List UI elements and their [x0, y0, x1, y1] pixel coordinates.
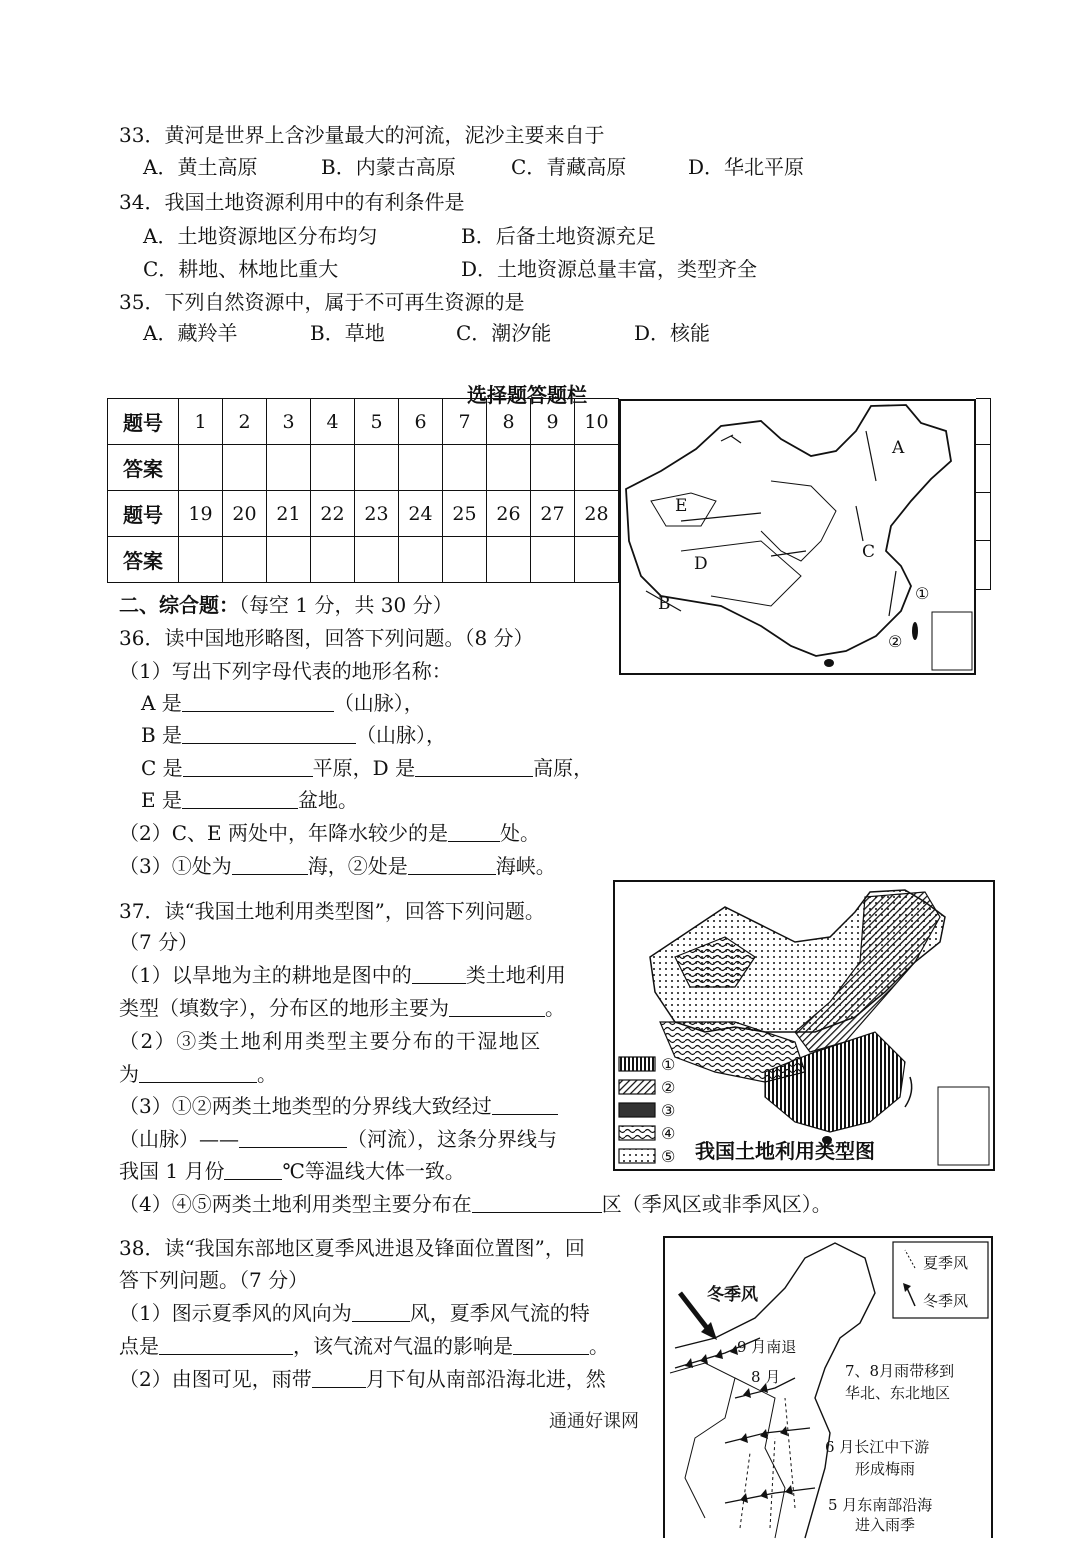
q38-p1e: 。 — [589, 1334, 609, 1358]
q37-p2-blank[interactable] — [139, 1062, 257, 1083]
q34-option-d: D．土地资源总量丰富，类型齐全 — [461, 257, 758, 281]
q36-b-label: B 是 — [141, 723, 183, 747]
answer-cell[interactable] — [487, 445, 531, 491]
answer-cell[interactable] — [311, 537, 355, 583]
num-cell: 21 — [267, 491, 311, 537]
q36-cd-line — [141, 755, 593, 781]
q38-p1-line2 — [119, 1333, 609, 1359]
q38-p2-line1 — [119, 1366, 606, 1392]
q36-d-blank[interactable] — [415, 756, 533, 777]
q38-stem-line2: 答下列问题。（7 分） — [119, 1268, 309, 1292]
num-cell: 4 — [311, 399, 355, 445]
num-cell: 7 — [443, 399, 487, 445]
q36-a-label: A 是 — [141, 691, 182, 715]
jun-label: 6 月长江中下游 — [825, 1438, 930, 1456]
land-use-map — [613, 880, 995, 1171]
num-cell: 3 — [267, 399, 311, 445]
q36-b-line — [141, 722, 446, 748]
legend-5: ⑤ — [661, 1147, 676, 1166]
q36-p3-post: 海峡。 — [495, 854, 556, 878]
q35-option-b: B．草地 — [310, 321, 385, 345]
q37-p3-line1 — [119, 1093, 558, 1119]
q33-stem: 33．黄河是世界上含沙量最大的河流，泥沙主要来自于 — [119, 123, 605, 147]
q36-a-hint: （山脉）， — [333, 691, 424, 715]
q37-p3b: （山脉）—— — [119, 1127, 239, 1151]
num-cell: 20 — [223, 491, 267, 537]
sep-retreat-label: 9 月南退 — [737, 1338, 797, 1356]
q35-option-d: D．核能 — [634, 321, 711, 345]
q37-p1-line1 — [119, 962, 566, 988]
num-cell: 8 — [487, 399, 531, 445]
q34-stem: 34．我国土地资源利用中的有利条件是 — [119, 190, 465, 214]
q37-p1-line2 — [119, 995, 565, 1021]
q37-p4b: 区（季风区或非季风区）。 — [601, 1192, 832, 1216]
legend-4: ④ — [661, 1124, 676, 1143]
q37-p2-line1: （2）③类土地利用类型主要分布的干湿地区 — [119, 1029, 542, 1053]
table-edge — [976, 398, 991, 590]
table-edge-line — [976, 444, 990, 445]
q35-option-a: A．藏羚羊 — [143, 321, 238, 345]
q38-p1-blank3[interactable] — [513, 1334, 589, 1355]
table-edge-line — [976, 540, 990, 541]
jul-aug-label: 7、8月雨带移到 — [845, 1362, 955, 1380]
answer-cell[interactable] — [267, 445, 311, 491]
q37-p2c: 。 — [257, 1062, 277, 1086]
legend-1: ① — [661, 1055, 676, 1074]
q37-p3-blank1[interactable] — [492, 1094, 558, 1115]
num-cell: 28 — [575, 491, 619, 537]
q37-p1c: 类型（填数字），分布区的地形主要为 — [119, 996, 449, 1020]
answer-cell[interactable] — [531, 445, 575, 491]
answer-cell[interactable] — [443, 537, 487, 583]
q36-p2 — [119, 820, 540, 846]
q38-p2-blank[interactable] — [312, 1367, 366, 1388]
answer-cell[interactable] — [575, 537, 619, 583]
q38-p2a: （2）由图可见，雨带 — [119, 1367, 312, 1391]
q38-p1d: ，该气流对气温的影响是 — [293, 1334, 513, 1358]
monsoon-map — [663, 1236, 993, 1538]
q37-p3-blank3[interactable] — [224, 1159, 282, 1180]
q34-option-c: C．耕地、林地比重大 — [143, 257, 339, 281]
q37-p3e: ℃等温线大体一致。 — [282, 1159, 465, 1183]
map-label-e: E — [675, 496, 688, 516]
legend-summer-label: 夏季风 — [923, 1254, 969, 1272]
q37-p3d: 我国 1 月份 — [119, 1159, 225, 1183]
q36-p3-pre: （3）①处为 — [119, 854, 232, 878]
q37-p1-blank1[interactable] — [412, 963, 466, 984]
num-cell: 5 — [355, 399, 399, 445]
q33-option-d: D．华北平原 — [688, 155, 805, 179]
q38-p1b: 风，夏季风气流的特 — [409, 1301, 590, 1325]
row-header-ans: 答案 — [108, 445, 179, 491]
num-cell: 26 — [487, 491, 531, 537]
q36-c-blank[interactable] — [183, 756, 313, 777]
q37-p3c: （河流），这条分界线与 — [347, 1127, 557, 1151]
num-cell: 2 — [223, 399, 267, 445]
q36-d-suffix: 高原， — [533, 756, 594, 780]
num-cell: 23 — [355, 491, 399, 537]
answer-cell[interactable] — [575, 445, 619, 491]
q33-option-a: A．黄土高原 — [143, 155, 258, 179]
q37-p3a: （3）①②两类土地类型的分界线大致经过 — [119, 1094, 492, 1118]
q37-p3-blank2[interactable] — [239, 1127, 347, 1148]
q37-p2-line2 — [119, 1061, 277, 1087]
answer-cell[interactable] — [267, 537, 311, 583]
row-header-num: 题号 — [108, 491, 179, 537]
q36-p1: （1）写出下列字母代表的地形名称： — [119, 659, 452, 683]
q37-stem: 37．读“我国土地利用类型图”，回答下列问题。 — [119, 899, 545, 923]
table-edge-line — [976, 492, 990, 493]
q36-e-label: E 是 — [141, 788, 182, 812]
answer-table-title: 选择题答题栏 — [467, 383, 587, 407]
q36-c-label: C 是 — [141, 756, 183, 780]
section2-heading — [119, 592, 453, 618]
q38-p2b: 月下旬从南部沿海北进，然 — [365, 1367, 606, 1391]
q35-option-c: C．潮汐能 — [456, 321, 552, 345]
q36-b-hint: （山脉）， — [356, 723, 447, 747]
legend-3: ③ — [661, 1101, 676, 1120]
num-cell: 24 — [399, 491, 443, 537]
q37-p4-blank[interactable] — [472, 1192, 602, 1213]
q36-p2-pre: （2）C、E 两处中，年降水较少的是 — [119, 821, 448, 845]
q36-p2-blank[interactable] — [448, 821, 500, 842]
answer-table-row — [108, 537, 619, 583]
q37-p3-line2 — [119, 1126, 557, 1152]
q36-e-suffix: 盆地。 — [297, 788, 358, 812]
answer-table-row — [108, 491, 619, 537]
may-label: 5 月东南部沿海 — [828, 1496, 933, 1514]
answer-cell[interactable] — [223, 537, 267, 583]
q36-p3 — [119, 853, 556, 879]
answer-cell[interactable] — [399, 537, 443, 583]
num-cell: 10 — [575, 399, 619, 445]
answer-cell[interactable] — [399, 445, 443, 491]
num-cell: 9 — [531, 399, 575, 445]
terrain-map-svg — [621, 401, 974, 673]
q36-b-blank[interactable] — [182, 723, 356, 744]
q36-a-blank[interactable] — [182, 691, 334, 712]
num-cell: 22 — [311, 491, 355, 537]
q38-p1-blank1[interactable] — [352, 1301, 410, 1322]
q37-p1b: 类土地利用 — [465, 963, 566, 987]
land-use-map-title: 我国土地利用类型图 — [695, 1139, 875, 1163]
map-label-a: A — [892, 438, 905, 458]
q33-option-c: C．青藏高原 — [511, 155, 627, 179]
q38-p1-line1 — [119, 1300, 590, 1326]
q36-e-blank[interactable] — [182, 788, 298, 809]
q34-option-a: A．土地资源地区分布均匀 — [143, 224, 378, 248]
q36-c-suffix: 平原，D 是 — [312, 756, 416, 780]
jun-label2: 形成梅雨 — [855, 1460, 916, 1478]
answer-cell[interactable] — [223, 445, 267, 491]
q36-p3-blank2[interactable] — [408, 854, 496, 875]
q38-stem-line1: 38．读“我国东部地区夏季风进退及锋面位置图”，回 — [119, 1236, 585, 1260]
num-cell: 25 — [443, 491, 487, 537]
q37-p3-line3 — [119, 1158, 465, 1184]
answer-cell[interactable] — [487, 537, 531, 583]
section2-note: （每空 1 分，共 30 分） — [239, 593, 453, 617]
map-label-c: C — [862, 542, 876, 562]
q36-p3-mid: 海，②处是 — [307, 854, 408, 878]
footer-watermark: 通通好课网 — [549, 1411, 639, 1432]
china-terrain-map — [619, 399, 976, 675]
answer-cell[interactable] — [443, 445, 487, 491]
map-label-b: B — [658, 594, 671, 614]
q37-p1-blank2[interactable] — [449, 996, 545, 1017]
map-label-d: D — [694, 554, 708, 574]
row-header-ans: 答案 — [108, 537, 179, 583]
q38-p1-blank2[interactable] — [159, 1334, 293, 1355]
q35-stem: 35．下列自然资源中，属于不可再生资源的是 — [119, 290, 525, 314]
q36-p2-post: 处。 — [499, 821, 540, 845]
row-header-num: 题号 — [108, 399, 179, 445]
answer-cell[interactable] — [355, 537, 399, 583]
q33-option-b: B．内蒙古高原 — [321, 155, 456, 179]
legend-winter-label: 冬季风 — [923, 1292, 969, 1310]
map-label-2: ② — [888, 632, 903, 651]
winter-monsoon-label: 冬季风 — [707, 1285, 758, 1305]
jul-aug-label2: 华北、东北地区 — [845, 1384, 951, 1402]
q38-p1c: 点是 — [119, 1334, 159, 1358]
answer-cell[interactable] — [531, 537, 575, 583]
num-cell: 27 — [531, 491, 575, 537]
q38-p1a: （1）图示夏季风的风向为 — [119, 1301, 352, 1325]
may-label2: 进入雨季 — [855, 1516, 916, 1534]
answer-cell[interactable] — [311, 445, 355, 491]
legend-2: ② — [661, 1078, 676, 1097]
q36-stem: 36．读中国地形略图，回答下列问题。（8 分） — [119, 626, 534, 650]
aug-label: 8 月 — [751, 1368, 781, 1386]
q37-p4a: （4）④⑤两类土地利用类型主要分布在 — [119, 1192, 472, 1216]
answer-cell[interactable] — [179, 445, 223, 491]
q37-p4 — [119, 1191, 832, 1217]
answer-table-row — [108, 445, 619, 491]
q36-e-line — [141, 787, 358, 813]
section2-title: 二、综合题： — [119, 593, 239, 617]
q37-score: （7 分） — [119, 930, 199, 954]
q36-p3-blank1[interactable] — [232, 854, 308, 875]
q34-option-b: B．后备土地资源充足 — [461, 224, 656, 248]
q36-a-line — [141, 690, 424, 716]
answer-cell[interactable] — [355, 445, 399, 491]
q37-p2b: 为 — [119, 1062, 139, 1086]
num-cell: 19 — [179, 491, 223, 537]
answer-table — [107, 398, 619, 583]
q37-p1a: （1）以旱地为主的耕地是图中的 — [119, 963, 412, 987]
map-label-1: ① — [915, 584, 930, 603]
num-cell: 6 — [399, 399, 443, 445]
q37-p1d: 。 — [545, 996, 565, 1020]
answer-cell[interactable] — [179, 537, 223, 583]
num-cell: 1 — [179, 399, 223, 445]
answer-table-row — [108, 399, 619, 445]
